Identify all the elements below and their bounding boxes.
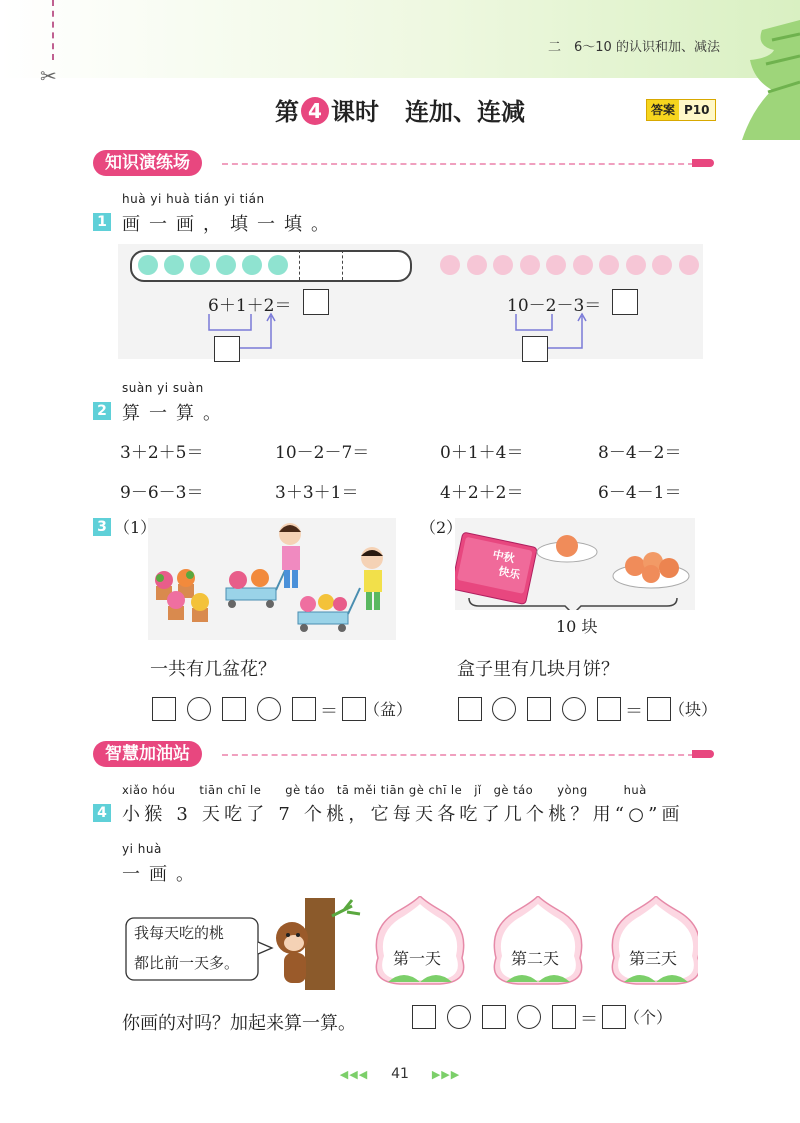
answer-label: 答案 [647, 100, 679, 120]
operator-circle[interactable] [492, 697, 516, 721]
bead [440, 255, 460, 275]
bead [493, 255, 513, 275]
result-box[interactable] [602, 1005, 626, 1029]
bead [164, 255, 184, 275]
answer-box[interactable] [482, 1005, 506, 1029]
answer-box[interactable] [458, 697, 482, 721]
chapter-title: 二 6～10 的认识和加、减法 [548, 40, 720, 55]
unit-label: （个） [624, 1008, 673, 1027]
q3-number: 3 [93, 518, 111, 536]
q1-right-step-box[interactable] [522, 336, 548, 362]
q2-number: 2 [93, 402, 111, 420]
answer-box[interactable] [597, 697, 621, 721]
answer-box[interactable] [552, 1005, 576, 1029]
lesson-number-badge: 4 [301, 97, 329, 125]
operator-circle[interactable] [562, 697, 586, 721]
q1-left-step-box[interactable] [214, 336, 240, 362]
equals-sign: ＝ [320, 701, 338, 722]
q3-question1: 一共有几盆花？ [150, 659, 276, 680]
q2-instruction: 算一算。 [122, 403, 230, 424]
q4-pinyin-line2: yi huà [122, 842, 162, 856]
title-suffix: 课时 [331, 98, 379, 126]
bead [138, 255, 158, 275]
page-number: 41 [391, 1066, 409, 1082]
pencil-icon [692, 159, 714, 167]
pencil-icon [692, 750, 714, 758]
result-box[interactable] [647, 697, 671, 721]
answer-reference [646, 99, 716, 121]
answer-page: P10 [679, 100, 715, 120]
q2-problem: 0＋1＋4＝ [440, 443, 524, 463]
q2-problem: 3＋3＋1＝ [275, 483, 359, 503]
operator-circle[interactable] [187, 697, 211, 721]
q2-problem: 8－4－2＝ [598, 443, 682, 463]
mooncake-count: 10 块 [556, 617, 598, 636]
q4-check-prompt: 你画的对吗？加起来算一算。 [122, 1013, 356, 1034]
frame-divider [342, 250, 343, 280]
bead [546, 255, 566, 275]
bead [599, 255, 619, 275]
q1-instruction: 画一画，填一填。 [122, 214, 338, 235]
monkey-illustration [122, 898, 372, 990]
unit-label: （盆） [364, 700, 413, 719]
q1-left-answer-box[interactable] [303, 289, 329, 315]
section-banner-challenge: 智慧加油站 [93, 741, 202, 767]
bead [242, 255, 262, 275]
q2-problem: 10－2－7＝ [275, 443, 370, 463]
q3-part2-label: （2） [420, 518, 463, 537]
q4-text-line2: 一画。 [122, 864, 203, 885]
bead [652, 255, 672, 275]
bead [679, 255, 699, 275]
scissors-icon: ✂ [40, 64, 57, 88]
q3-question2: 盒子里有几块月饼？ [457, 659, 619, 680]
title-topic: 连加、连减 [405, 98, 525, 126]
bead [573, 255, 593, 275]
title-prefix: 第 [275, 98, 299, 126]
gift-box-text: 快乐 [497, 564, 522, 582]
q2-pinyin: suàn yi suàn [122, 381, 204, 395]
flowers-and-children-illustration [148, 518, 396, 640]
bead [520, 255, 540, 275]
peach-row [368, 896, 698, 988]
q4-pinyin-line1: xiǎo hóu tiān chī le gè táo tā měi tiān gè chī le jǐ gè táo yòng huà [122, 783, 647, 797]
section-banner-practice: 知识演练场 [93, 150, 202, 176]
q2-problem: 4＋2＋2＝ [440, 483, 524, 503]
frame-divider [299, 250, 300, 280]
operator-circle[interactable] [257, 697, 281, 721]
q3-part1-label: （1） [114, 518, 157, 537]
answer-box[interactable] [527, 697, 551, 721]
q4-number: 4 [93, 804, 111, 822]
equals-sign: ＝ [580, 1009, 598, 1030]
q1-right-expression: 10－2－3＝ [507, 296, 602, 316]
peach-label-day2: 第二天 [511, 949, 560, 968]
result-box[interactable] [342, 697, 366, 721]
q1-number: 1 [93, 213, 111, 231]
q2-problem: 9－6－3＝ [120, 483, 204, 503]
q1-right-answer-box[interactable] [612, 289, 638, 315]
bead [268, 255, 288, 275]
bead [626, 255, 646, 275]
bead [190, 255, 210, 275]
peach-label-day3: 第三天 [629, 949, 678, 968]
q4-text-line1: 小猴 3 天吃了 7 个桃，它每天各吃了几个桃？用“○”画 [122, 804, 684, 825]
section-divider [222, 754, 694, 756]
answer-box[interactable] [292, 697, 316, 721]
q2-problem: 6－4－1＝ [598, 483, 682, 503]
bead [216, 255, 236, 275]
speech-line: 都比前一天多。 [134, 954, 240, 972]
unit-label: （块） [669, 700, 718, 719]
q2-problem: 3＋2＋5＝ [120, 443, 204, 463]
page-footer [0, 1066, 800, 1082]
q1-pinyin: huà yi huà tián yi tián [122, 192, 265, 206]
operator-circle[interactable] [517, 1005, 541, 1029]
section-divider [222, 163, 694, 165]
answer-box[interactable] [152, 697, 176, 721]
answer-box[interactable] [412, 1005, 436, 1029]
operator-circle[interactable] [447, 1005, 471, 1029]
bead [467, 255, 487, 275]
peach-label-day1: 第一天 [393, 949, 442, 968]
cut-line [52, 0, 54, 60]
q1-left-expression: 6＋1＋2＝ [208, 296, 292, 316]
equals-sign: ＝ [625, 701, 643, 722]
gift-box-text: 中秋 [491, 548, 516, 566]
answer-box[interactable] [222, 697, 246, 721]
right-arrows-icon: ▶▶▶ [431, 1068, 461, 1081]
left-arrows-icon: ◀◀◀ [339, 1068, 369, 1081]
speech-line: 我每天吃的桃 [134, 924, 225, 942]
